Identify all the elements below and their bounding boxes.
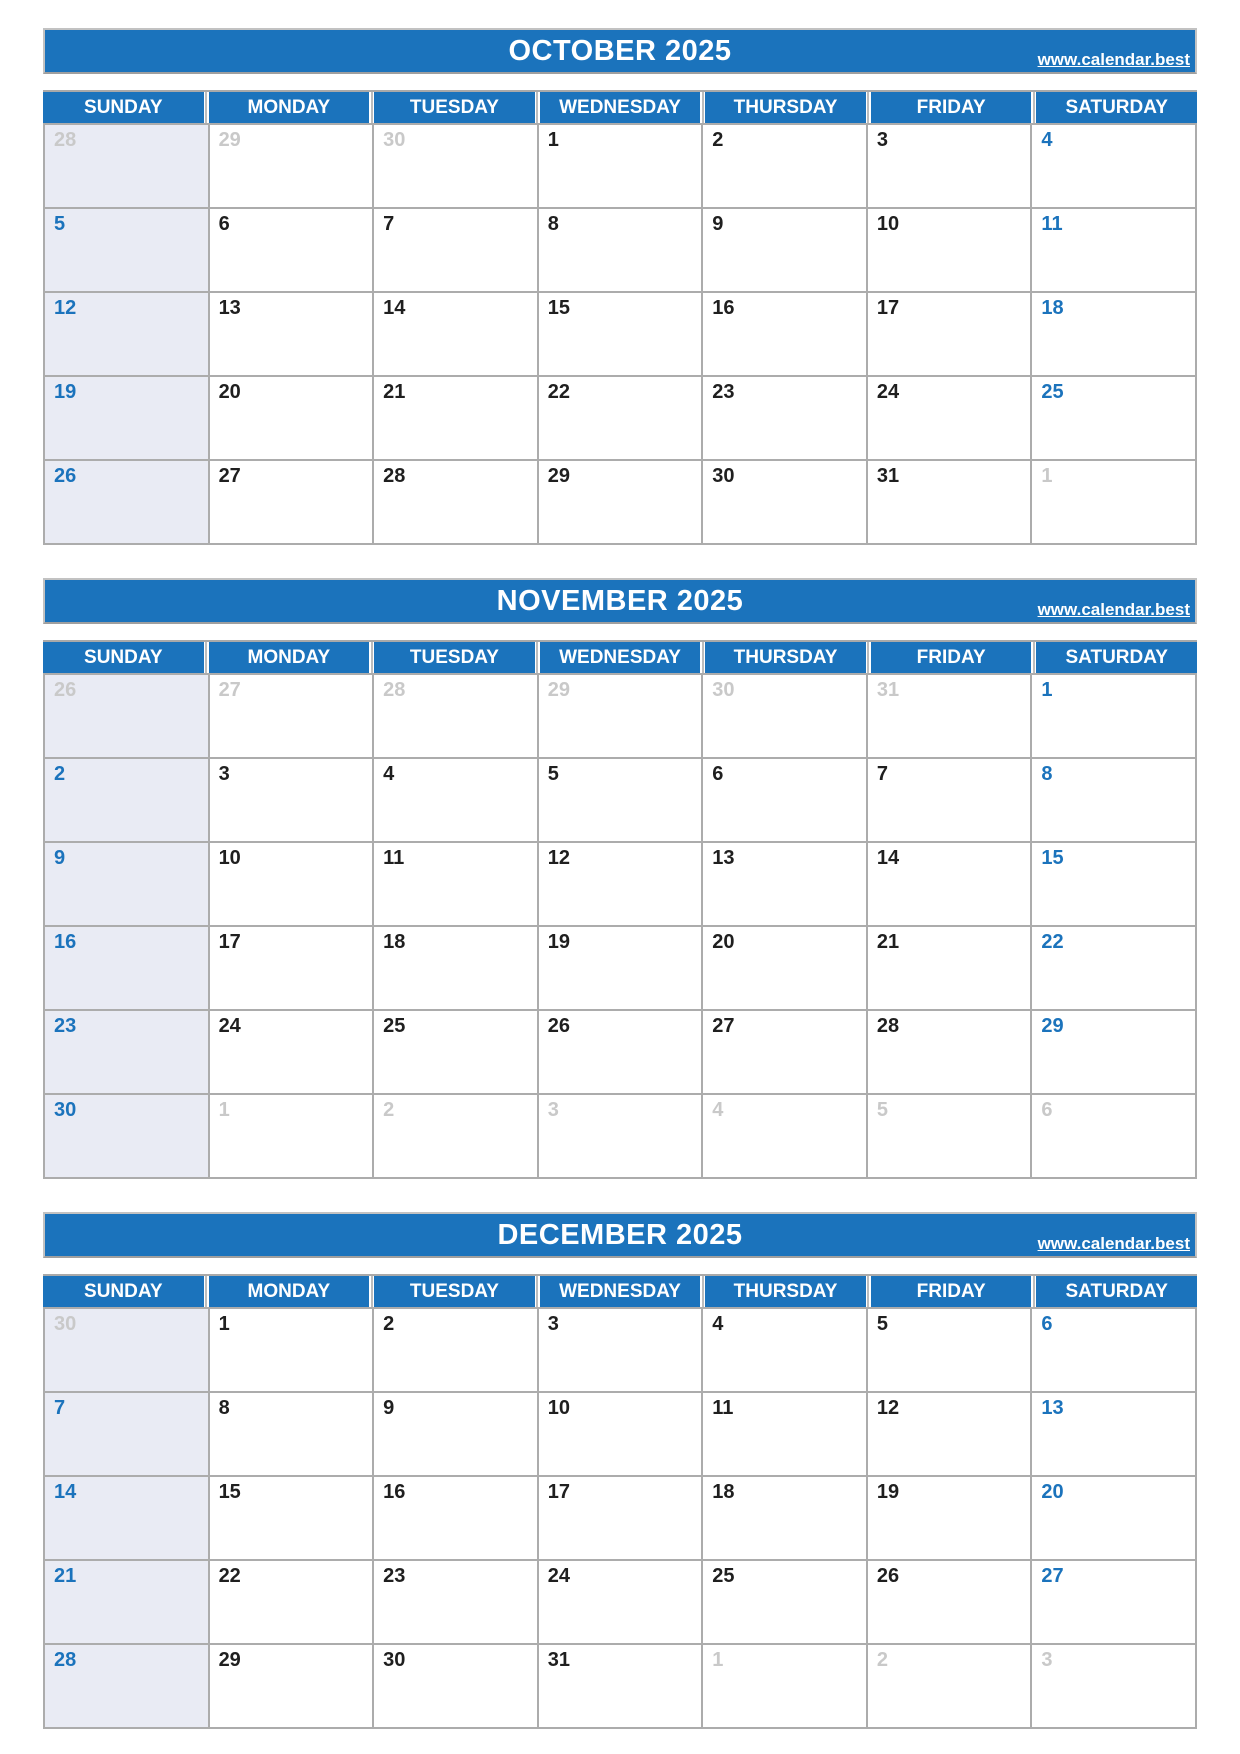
day-cell — [538, 674, 703, 758]
day-number: 23 — [383, 1565, 406, 1587]
day-number: 12 — [876, 1397, 900, 1419]
day-cell — [209, 842, 374, 926]
weekday-header-sunday: SUNDAY — [43, 92, 204, 123]
day-number: 18 — [712, 1481, 735, 1503]
weekday-header-saturday: SATURDAY — [1036, 92, 1197, 123]
day-number: 7 — [876, 763, 888, 785]
month-grid — [43, 123, 1197, 545]
day-number: 27 — [1041, 1565, 1064, 1587]
day-cell — [867, 1094, 1032, 1178]
day-number: 27 — [218, 465, 241, 487]
day-number: 20 — [218, 381, 241, 403]
day-cell — [867, 1392, 1032, 1476]
day-number: 26 — [54, 679, 77, 701]
day-number: 20 — [712, 931, 735, 953]
day-number: 11 — [1041, 213, 1063, 235]
day-cell — [373, 674, 538, 758]
day-cell — [1031, 208, 1196, 292]
day-number: 15 — [1041, 847, 1064, 869]
day-number: 19 — [876, 1481, 900, 1503]
day-cell — [373, 1308, 538, 1392]
day-cell — [538, 926, 703, 1010]
day-number: 3 — [1041, 1649, 1053, 1671]
day-number: 4 — [1041, 129, 1053, 151]
day-cell — [373, 1094, 538, 1178]
day-number: 31 — [876, 679, 900, 701]
day-cell — [702, 1476, 867, 1560]
day-cell — [867, 460, 1032, 544]
day-number: 28 — [876, 1015, 900, 1037]
day-cell — [209, 460, 374, 544]
day-cell — [867, 842, 1032, 926]
day-cell — [702, 124, 867, 208]
day-number: 31 — [547, 1649, 570, 1671]
day-number: 23 — [712, 381, 735, 403]
day-number: 7 — [383, 213, 395, 235]
day-cell — [702, 376, 867, 460]
day-cell — [1031, 292, 1196, 376]
day-number: 18 — [383, 931, 406, 953]
day-number: 7 — [54, 1397, 66, 1419]
day-cell — [702, 460, 867, 544]
day-number: 26 — [54, 465, 77, 487]
day-number: 19 — [54, 381, 77, 403]
day-cell — [702, 1308, 867, 1392]
day-number: 3 — [547, 1099, 559, 1121]
day-cell — [209, 926, 374, 1010]
day-number: 13 — [218, 297, 241, 319]
day-cell — [373, 758, 538, 842]
day-cell — [538, 292, 703, 376]
day-cell — [538, 1094, 703, 1178]
month-block — [43, 1212, 1197, 1729]
day-number: 30 — [54, 1313, 77, 1335]
day-cell — [44, 674, 209, 758]
day-cell — [373, 124, 538, 208]
day-number: 26 — [547, 1015, 570, 1037]
day-cell — [44, 1308, 209, 1392]
day-cell — [373, 1476, 538, 1560]
day-cell — [538, 376, 703, 460]
day-number: 3 — [547, 1313, 559, 1335]
day-number: 30 — [712, 465, 735, 487]
day-cell — [867, 1476, 1032, 1560]
day-cell — [209, 1308, 374, 1392]
weekday-header-sunday: SUNDAY — [43, 642, 204, 673]
weekday-header-wednesday: WEDNESDAY — [540, 92, 701, 123]
month-title: NOVEMBER 2025 — [496, 585, 744, 617]
day-number: 2 — [876, 1649, 888, 1671]
day-cell — [867, 292, 1032, 376]
month-title-bar — [43, 578, 1197, 624]
day-cell — [1031, 758, 1196, 842]
month-title: DECEMBER 2025 — [497, 1219, 743, 1251]
day-number: 28 — [54, 1649, 77, 1671]
weekday-header-tuesday: TUESDAY — [374, 92, 535, 123]
day-number: 22 — [1041, 931, 1064, 953]
weekday-header-tuesday: TUESDAY — [374, 642, 535, 673]
day-cell — [44, 208, 209, 292]
month-grid — [43, 1307, 1197, 1729]
day-cell — [702, 926, 867, 1010]
day-cell — [44, 758, 209, 842]
day-number: 11 — [383, 847, 405, 869]
day-number: 24 — [218, 1015, 241, 1037]
day-number: 12 — [547, 847, 570, 869]
month-block — [43, 578, 1197, 1179]
day-number: 1 — [218, 1099, 230, 1121]
day-number: 19 — [547, 931, 570, 953]
month-block — [43, 28, 1197, 545]
day-cell — [1031, 1476, 1196, 1560]
day-cell — [538, 124, 703, 208]
day-cell — [373, 376, 538, 460]
day-cell — [44, 1392, 209, 1476]
day-number: 8 — [218, 1397, 230, 1419]
day-number: 15 — [547, 297, 570, 319]
day-number: 29 — [218, 1649, 241, 1671]
day-cell — [209, 1644, 374, 1728]
day-cell — [538, 1010, 703, 1094]
day-cell — [44, 842, 209, 926]
day-cell — [538, 1644, 703, 1728]
day-number: 1 — [1041, 465, 1053, 487]
day-number: 17 — [547, 1481, 570, 1503]
day-number: 21 — [54, 1565, 77, 1587]
day-number: 25 — [1041, 381, 1064, 403]
day-number: 1 — [547, 129, 559, 151]
weekday-header-wednesday: WEDNESDAY — [540, 1276, 701, 1307]
day-cell — [209, 1392, 374, 1476]
day-cell — [702, 1560, 867, 1644]
day-number: 30 — [712, 679, 735, 701]
day-cell — [1031, 842, 1196, 926]
day-cell — [44, 292, 209, 376]
weekday-header-row — [43, 640, 1197, 673]
weekday-header-saturday: SATURDAY — [1036, 642, 1197, 673]
weekday-header-monday: MONDAY — [209, 642, 370, 673]
day-cell — [44, 1644, 209, 1728]
day-cell — [538, 1392, 703, 1476]
day-cell — [1031, 1392, 1196, 1476]
day-cell — [373, 1010, 538, 1094]
weekday-header-thursday: THURSDAY — [705, 642, 866, 673]
day-cell — [1031, 376, 1196, 460]
day-cell — [702, 1392, 867, 1476]
day-cell — [867, 1010, 1032, 1094]
calendar-best-link[interactable]: www.calendar.best — [1037, 50, 1190, 69]
day-number: 24 — [547, 1565, 570, 1587]
day-number: 5 — [876, 1099, 888, 1121]
day-cell — [373, 1644, 538, 1728]
day-number: 24 — [876, 381, 900, 403]
day-number: 27 — [712, 1015, 735, 1037]
day-number: 16 — [54, 931, 77, 953]
day-number: 21 — [383, 381, 406, 403]
day-number: 17 — [218, 931, 241, 953]
day-cell — [867, 376, 1032, 460]
weekday-header-monday: MONDAY — [209, 1276, 370, 1307]
day-number: 27 — [218, 679, 241, 701]
day-number: 13 — [712, 847, 735, 869]
day-cell — [702, 208, 867, 292]
day-number: 28 — [383, 465, 406, 487]
day-cell — [44, 1094, 209, 1178]
weekday-header-friday: FRIDAY — [871, 92, 1032, 123]
day-cell — [538, 842, 703, 926]
day-number: 28 — [383, 679, 406, 701]
day-number: 20 — [1041, 1481, 1064, 1503]
day-cell — [538, 1560, 703, 1644]
day-number: 21 — [876, 931, 900, 953]
day-number: 15 — [218, 1481, 241, 1503]
day-number: 4 — [712, 1099, 724, 1121]
day-number: 22 — [218, 1565, 241, 1587]
day-number: 30 — [54, 1099, 77, 1121]
day-cell — [209, 376, 374, 460]
day-number: 1 — [1041, 679, 1053, 701]
day-number: 5 — [876, 1313, 888, 1335]
day-cell — [538, 460, 703, 544]
day-number: 16 — [712, 297, 735, 319]
day-cell — [702, 1644, 867, 1728]
day-number: 4 — [712, 1313, 724, 1335]
month-title-bar — [43, 28, 1197, 74]
day-cell — [702, 292, 867, 376]
day-cell — [44, 460, 209, 544]
day-cell — [1031, 1644, 1196, 1728]
day-number: 10 — [876, 213, 900, 235]
day-number: 2 — [54, 763, 66, 785]
day-cell — [373, 1392, 538, 1476]
day-number: 3 — [218, 763, 230, 785]
calendar-best-link[interactable]: www.calendar.best — [1037, 600, 1190, 619]
weekday-header-thursday: THURSDAY — [705, 1276, 866, 1307]
day-number: 5 — [547, 763, 559, 785]
day-number: 17 — [876, 297, 900, 319]
month-grid — [43, 673, 1197, 1179]
day-cell — [209, 1010, 374, 1094]
day-number: 11 — [712, 1397, 734, 1419]
day-number: 30 — [383, 1649, 406, 1671]
day-number: 8 — [547, 213, 559, 235]
day-cell — [44, 124, 209, 208]
day-number: 5 — [54, 213, 66, 235]
day-number: 8 — [1041, 763, 1053, 785]
day-cell — [867, 1644, 1032, 1728]
day-number: 29 — [1041, 1015, 1064, 1037]
day-cell — [373, 208, 538, 292]
day-cell — [1031, 124, 1196, 208]
day-number: 14 — [54, 1481, 77, 1503]
day-number: 9 — [383, 1397, 395, 1419]
day-number: 1 — [712, 1649, 724, 1671]
weekday-header-sunday: SUNDAY — [43, 1276, 204, 1307]
day-number: 12 — [54, 297, 77, 319]
day-cell — [209, 1560, 374, 1644]
day-cell — [702, 758, 867, 842]
day-cell — [867, 758, 1032, 842]
day-number: 6 — [218, 213, 230, 235]
day-number: 23 — [54, 1015, 77, 1037]
weekday-header-thursday: THURSDAY — [705, 92, 866, 123]
day-cell — [867, 674, 1032, 758]
day-cell — [209, 1094, 374, 1178]
day-cell — [44, 376, 209, 460]
day-number: 14 — [876, 847, 900, 869]
day-cell — [209, 208, 374, 292]
day-cell — [209, 758, 374, 842]
day-cell — [209, 292, 374, 376]
day-cell — [867, 208, 1032, 292]
day-cell — [867, 1560, 1032, 1644]
day-number: 25 — [383, 1015, 406, 1037]
calendar-months-container — [43, 28, 1197, 1729]
weekday-header-row — [43, 90, 1197, 123]
day-cell — [373, 460, 538, 544]
day-cell — [44, 1476, 209, 1560]
day-number: 26 — [876, 1565, 900, 1587]
day-number: 4 — [383, 763, 395, 785]
day-cell — [538, 1308, 703, 1392]
day-number: 31 — [876, 465, 900, 487]
day-number: 29 — [547, 679, 570, 701]
day-number: 28 — [54, 129, 77, 151]
day-cell — [209, 1476, 374, 1560]
day-number: 25 — [712, 1565, 735, 1587]
day-cell — [1031, 674, 1196, 758]
day-cell — [1031, 1094, 1196, 1178]
day-cell — [44, 926, 209, 1010]
day-cell — [702, 842, 867, 926]
weekday-header-tuesday: TUESDAY — [374, 1276, 535, 1307]
day-cell — [867, 926, 1032, 1010]
day-cell — [538, 1476, 703, 1560]
day-number: 2 — [712, 129, 724, 151]
day-cell — [1031, 1560, 1196, 1644]
day-cell — [538, 208, 703, 292]
day-cell — [867, 1308, 1032, 1392]
day-number: 6 — [712, 763, 724, 785]
day-number: 2 — [383, 1313, 395, 1335]
day-number: 16 — [383, 1481, 406, 1503]
weekday-header-friday: FRIDAY — [871, 642, 1032, 673]
day-number: 29 — [218, 129, 241, 151]
day-number: 14 — [383, 297, 406, 319]
day-cell — [702, 674, 867, 758]
day-cell — [1031, 1308, 1196, 1392]
day-cell — [373, 842, 538, 926]
day-cell — [209, 124, 374, 208]
weekday-header-wednesday: WEDNESDAY — [540, 642, 701, 673]
day-number: 29 — [547, 465, 570, 487]
day-number: 30 — [383, 129, 406, 151]
weekday-header-monday: MONDAY — [209, 92, 370, 123]
day-cell — [1031, 460, 1196, 544]
month-title-bar — [43, 1212, 1197, 1258]
day-cell — [1031, 1010, 1196, 1094]
day-number: 1 — [218, 1313, 230, 1335]
day-number: 6 — [1041, 1313, 1053, 1335]
day-number: 6 — [1041, 1099, 1053, 1121]
day-cell — [44, 1560, 209, 1644]
day-number: 9 — [54, 847, 66, 869]
day-cell — [209, 674, 374, 758]
day-cell — [1031, 926, 1196, 1010]
day-number: 9 — [712, 213, 724, 235]
day-cell — [702, 1094, 867, 1178]
weekday-header-friday: FRIDAY — [871, 1276, 1032, 1307]
day-cell — [538, 758, 703, 842]
weekday-header-row — [43, 1274, 1197, 1307]
day-cell — [373, 292, 538, 376]
weekday-header-saturday: SATURDAY — [1036, 1276, 1197, 1307]
day-number: 10 — [547, 1397, 570, 1419]
day-cell — [702, 1010, 867, 1094]
day-cell — [44, 1010, 209, 1094]
month-title: OCTOBER 2025 — [508, 35, 732, 67]
day-number: 13 — [1041, 1397, 1064, 1419]
day-cell — [373, 1560, 538, 1644]
day-number: 10 — [218, 847, 241, 869]
day-number: 3 — [876, 129, 888, 151]
calendar-best-link[interactable]: www.calendar.best — [1037, 1234, 1190, 1253]
day-number: 18 — [1041, 297, 1064, 319]
day-cell — [867, 124, 1032, 208]
day-number: 2 — [383, 1099, 395, 1121]
day-cell — [373, 926, 538, 1010]
day-number: 22 — [547, 381, 570, 403]
